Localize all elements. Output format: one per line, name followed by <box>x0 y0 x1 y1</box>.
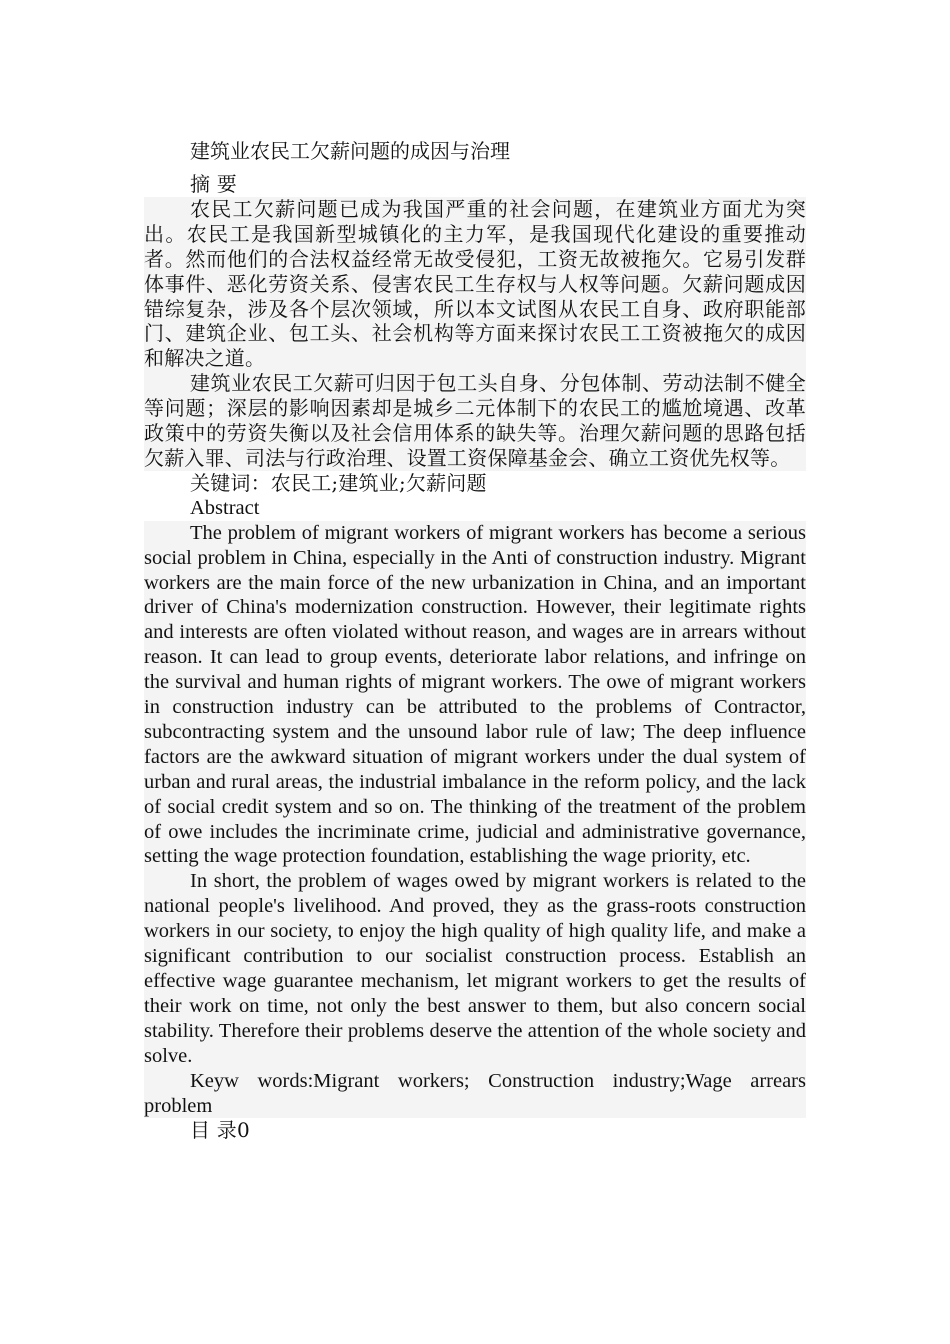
document-body <box>144 136 806 1143</box>
abstract-cn-label: 摘 要 <box>190 172 237 196</box>
document-title: 建筑业农民工欠薪问题的成因与治理 <box>190 139 510 163</box>
abstract-en-paragraph-2: In short, the problem of wages owed by migrant workers is related to the national people's livelihood. And proved, they as the grass-roots construction workers in our society, to enjoy the high quality of high quality life, and make a significant contribution to our socialist construction process. Establish an effective wage guarantee mechanism, let migrant workers to get the results of their work on time, not only the best answer to them, but also concern social stability. Therefore their problems deserve the attention of the whole society and solve. <box>144 870 806 1067</box>
abstract-en-paragraph-1: The problem of migrant workers of migrant workers has become a serious social problem in China, especially in the Anti of construction industry. Migrant workers are the main force of the new urbanization in China, and an important driver of China's modernization construction. However, their legitimate rights and interests are often violated without reason, and wages are in arrears without reason. It can lead to group events, deteriorate labor relations, and infringe on the survival and human rights of migrant workers. The owe of migrant workers in construction industry can be attributed to the problems of Contractor, subcontracting system and the unsound labor rule of law; The deep influence factors are the awkward situation of migrant workers under the dual system of urban and rural areas, the industrial imbalance in the reform policy, and the lack of social credit system and so on. The thinking of the treatment of the problem of owe includes the incriminate crime, judicial and administrative governance, setting the wage protection foundation, establishing the wage priority, etc. <box>144 521 806 868</box>
keywords-cn: 关键词：农民工;建筑业;欠薪问题 <box>190 470 487 495</box>
abstract-en-label: Abstract <box>190 496 260 519</box>
abstract-cn-paragraph-2: 建筑业农民工欠薪可归因于包工头自身、分包体制、劳动法制不健全等问题；深层的影响因素却是城乡二元体制下的农民工的尴尬境遇、改革政策中的劳资失衡以及社会信用体系的缺失等。治理欠薪问题的思路包括欠薪入罪、司法与行政治理、设置工资保障基金会、确立工资优先权等。 <box>144 371 806 470</box>
toc-label: 目 录0 <box>190 1118 250 1143</box>
abstract-cn-paragraph-1: 农民工欠薪问题已成为我国严重的社会问题，在建筑业方面尤为突出。农民工是我国新型城镇化的主力军，是我国现代化建设的重要推动者。然而他们的合法权益经常无故受侵犯，工资无故被拖欠。它易引发群体事件、恶化劳资关系、侵害农民工生存权与人权等问题。欠薪问题成因错综复杂，涉及各个层次领域，所以本文试图从农民工自身、政府职能部门、建筑企业、包工头、社会机构等方面来探讨农民工工资被拖欠的成因和解决之道。 <box>144 196 806 371</box>
keywords-en: Keyw words:Migrant workers; Construction industry;Wage arrears problem <box>144 1069 806 1117</box>
